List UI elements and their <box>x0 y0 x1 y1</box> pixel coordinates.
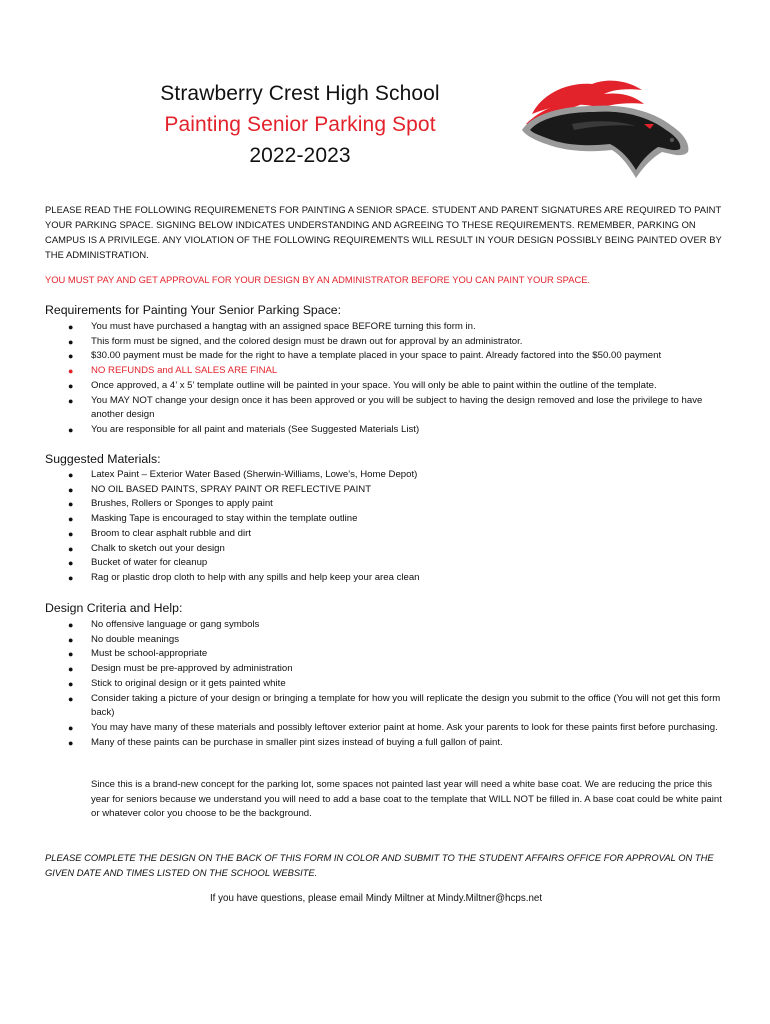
bullet-icon: ● <box>68 470 74 480</box>
intro-paragraph: PLEASE READ THE FOLLOWING REQUIREMENETS FOR PAINTING A SENIOR SPACE. STUDENT AND PARENT SIGNATURES ARE REQUIRED TO PAINT YOUR PARKING SPACE. SIGNING BELOW INDICATES UNDERSTANDING AND AGREEING TO THESE REQUIREMENTS. REMEMBER, PARKING ON CAMPUS IS A PRIVILEGE. ANY VIOLATION OF THE FOLLOWING REQUIREMENTS WILL RESULT IN YOUR DESIGN POSSIBLY BEING PAINTED OVER BY THE ADMINISTRATION. <box>45 204 722 260</box>
payment-warning: YOU MUST PAY AND GET APPROVAL FOR YOUR DESIGN BY AN ADMINISTRATOR BEFORE YOU CAN PAINT YOUR SPACE. <box>45 274 591 285</box>
mustang-horse-head-logo-icon <box>512 74 694 186</box>
list-item: ● Once approved, a 4’ x 5’ template outline will be painted in your space. You will only be able to paint within the outline of the template. <box>45 379 735 394</box>
document-title: Painting Senior Parking Spot <box>164 113 436 136</box>
list-item: ● Latex Paint – Exterior Water Based (Sherwin-Williams, Lowe’s, Home Depot) <box>45 468 735 483</box>
list-item: ● Bucket of water for cleanup <box>45 556 735 571</box>
list-item: ● NO OIL BASED PAINTS, SPRAY PAINT OR REFLECTIVE PAINT <box>45 483 735 498</box>
list-item: ● NO REFUNDS and ALL SALES ARE FINAL <box>45 364 735 379</box>
bullet-icon: ● <box>68 366 74 377</box>
bullet-icon: ● <box>68 558 74 569</box>
list-item: ● No double meanings <box>45 633 735 648</box>
bullet-icon: ● <box>68 543 74 554</box>
list-item: ● Many of these paints can be purchase in smaller pint sizes instead of buying a full gallon of paint. <box>45 736 735 751</box>
bullet-icon: ● <box>68 351 74 362</box>
list-item: ● Chalk to sketch out your design <box>45 542 735 557</box>
list-item: ● Rag or plastic drop cloth to help with any spills and help keep your area clean <box>45 571 735 586</box>
list-item: ● $30.00 payment must be made for the right to have a template placed in your space to paint. Already factored into the $50.00 payment <box>45 349 735 364</box>
school-name: Strawberry Crest High School <box>160 82 440 105</box>
bullet-icon: ● <box>68 514 74 525</box>
bullet-icon: ● <box>68 678 74 689</box>
list-item: ● Stick to original design or it gets painted white <box>45 677 735 692</box>
bullet-icon: ● <box>68 484 74 495</box>
criteria-list <box>45 618 735 750</box>
list-item: ● Masking Tape is encouraged to stay within the template outline <box>45 512 735 527</box>
submission-instructions: PLEASE COMPLETE THE DESIGN ON THE BACK OF THIS FORM IN COLOR AND SUBMIT TO THE STUDENT AFFAIRS OFFICE FOR APPROVAL ON THE GIVEN DATE AND TIMES LISTED ON THE SCHOOL WEBSITE. <box>45 852 714 878</box>
bullet-icon: ● <box>68 499 74 510</box>
bullet-icon: ● <box>68 322 74 332</box>
materials-list <box>45 468 735 586</box>
bullet-icon: ● <box>68 634 74 645</box>
bullet-icon: ● <box>68 737 74 748</box>
list-item: ● Must be school-appropriate <box>45 647 735 662</box>
bullet-icon: ● <box>68 424 74 435</box>
document-header <box>0 78 600 171</box>
bullet-icon: ● <box>68 693 74 704</box>
requirements-heading: Requirements for Painting Your Senior Parking Space: <box>45 303 341 317</box>
school-year: 2022-2023 <box>249 144 351 167</box>
list-item: ● Brushes, Rollers or Sponges to apply paint <box>45 497 735 512</box>
bullet-icon: ● <box>68 620 74 630</box>
bullet-icon: ● <box>68 395 74 406</box>
list-item: ● This form must be signed, and the colored design must be drawn out for approval by an administrator. <box>45 335 735 350</box>
base-coat-note: Since this is a brand-new concept for the parking lot, some spaces not painted last year will need a white base coat. We are reducing the price this year for seniors because we understand you will need to add a base coat to the template that WILL NOT be filled in. A base coat could be white paint or whatever color you choose to be the background. <box>91 779 722 820</box>
list-item: ● You must have purchased a hangtag with an assigned space BEFORE turning this form in. <box>45 320 735 335</box>
bullet-icon: ● <box>68 336 74 347</box>
bullet-icon: ● <box>68 528 74 539</box>
list-item: ● Broom to clear asphalt rubble and dirt <box>45 527 735 542</box>
bullet-icon: ● <box>68 722 74 733</box>
bullet-icon: ● <box>68 572 74 583</box>
list-item: ● You are responsible for all paint and materials (See Suggested Materials List) <box>45 423 735 438</box>
criteria-heading: Design Criteria and Help: <box>45 601 183 615</box>
list-item: ● You MAY NOT change your design once it has been approved or you will be subject to having the design removed and lose the privilege to have another design <box>68 394 703 421</box>
list-item: ● Consider taking a picture of your design or bringing a template for how you will replicate the design you submit to the office (You will not get this form back) <box>68 692 721 719</box>
list-item: ● You may have many of these materials and possibly leftover exterior paint at home. Ask your parents to look for these paints first before purchasing. <box>45 721 735 736</box>
contact-line: If you have questions, please email Mindy Miltner at Mindy.Miltner@hcps.net <box>209 893 543 904</box>
requirements-list <box>45 320 735 438</box>
list-item: ● Design must be pre-approved by administration <box>45 662 735 677</box>
bullet-icon: ● <box>68 649 74 660</box>
materials-heading: Suggested Materials: <box>45 452 161 466</box>
bullet-icon: ● <box>68 664 74 675</box>
bullet-icon: ● <box>68 380 74 391</box>
list-item: ● No offensive language or gang symbols <box>45 618 735 633</box>
